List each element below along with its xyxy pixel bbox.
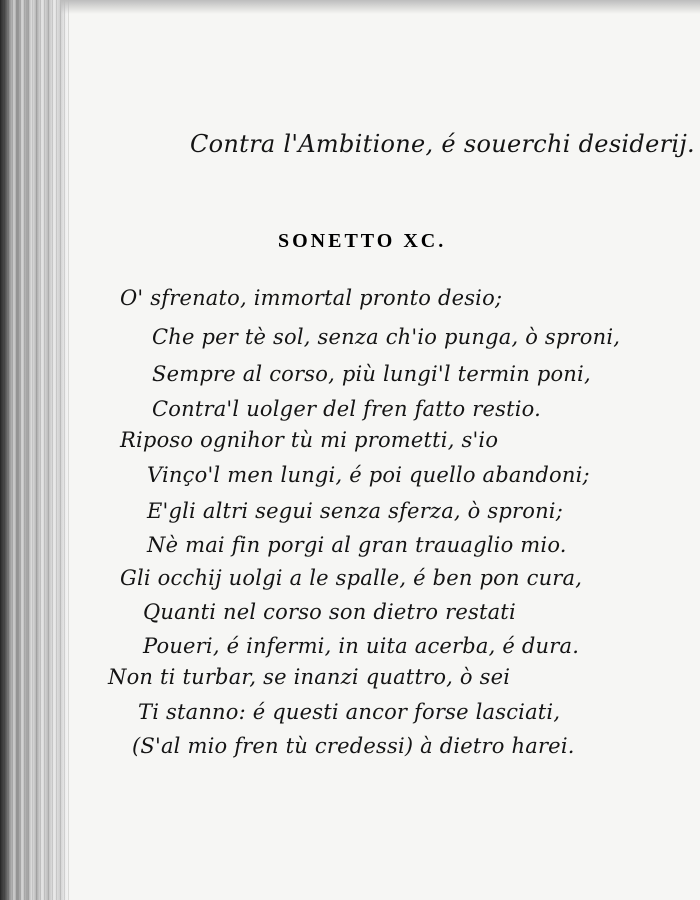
poem-line: O' sfrenato, immortal pronto desio; — [120, 286, 503, 310]
poem-line: Non ti turbar, se inanzi quattro, ò sei — [108, 665, 511, 689]
poem-line: E'gli altri segui senza sferza, ò sproni; — [147, 499, 563, 523]
poem-line: Nè mai fin porgi al gran trauaglio mio. — [147, 533, 567, 557]
poem-line: Riposo ognihor tù mi prometti, s'io — [120, 428, 499, 452]
poem-line: Contra'l uolger del fren fatto restio. — [152, 397, 542, 421]
poem-line: Poueri, é infermi, in uita acerba, é dura. — [143, 634, 580, 658]
poem-line: Sempre al corso, più lungi'l termin poni, — [152, 362, 591, 386]
page-edges — [0, 0, 70, 900]
page-heading: Contra l'Ambitione, é souerchi desiderij. — [190, 130, 695, 158]
poem-line: Gli occhij uolgi a le spalle, é ben pon cura, — [120, 566, 583, 590]
poem-line: Ti stanno: é questi ancor forse lasciati, — [138, 700, 561, 724]
top-page-shadow — [60, 0, 700, 14]
poem-line: (S'al mio fren tù credessi) à dietro harei. — [132, 734, 575, 758]
poem-line: Vinço'l men lungi, é poi quello abandoni; — [147, 463, 590, 487]
poem-line: Quanti nel corso son dietro restati — [143, 600, 516, 624]
sonnet-title: SONETTO XC. — [278, 230, 447, 252]
poem-line: Che per tè sol, senza ch'io punga, ò sproni, — [152, 325, 621, 349]
